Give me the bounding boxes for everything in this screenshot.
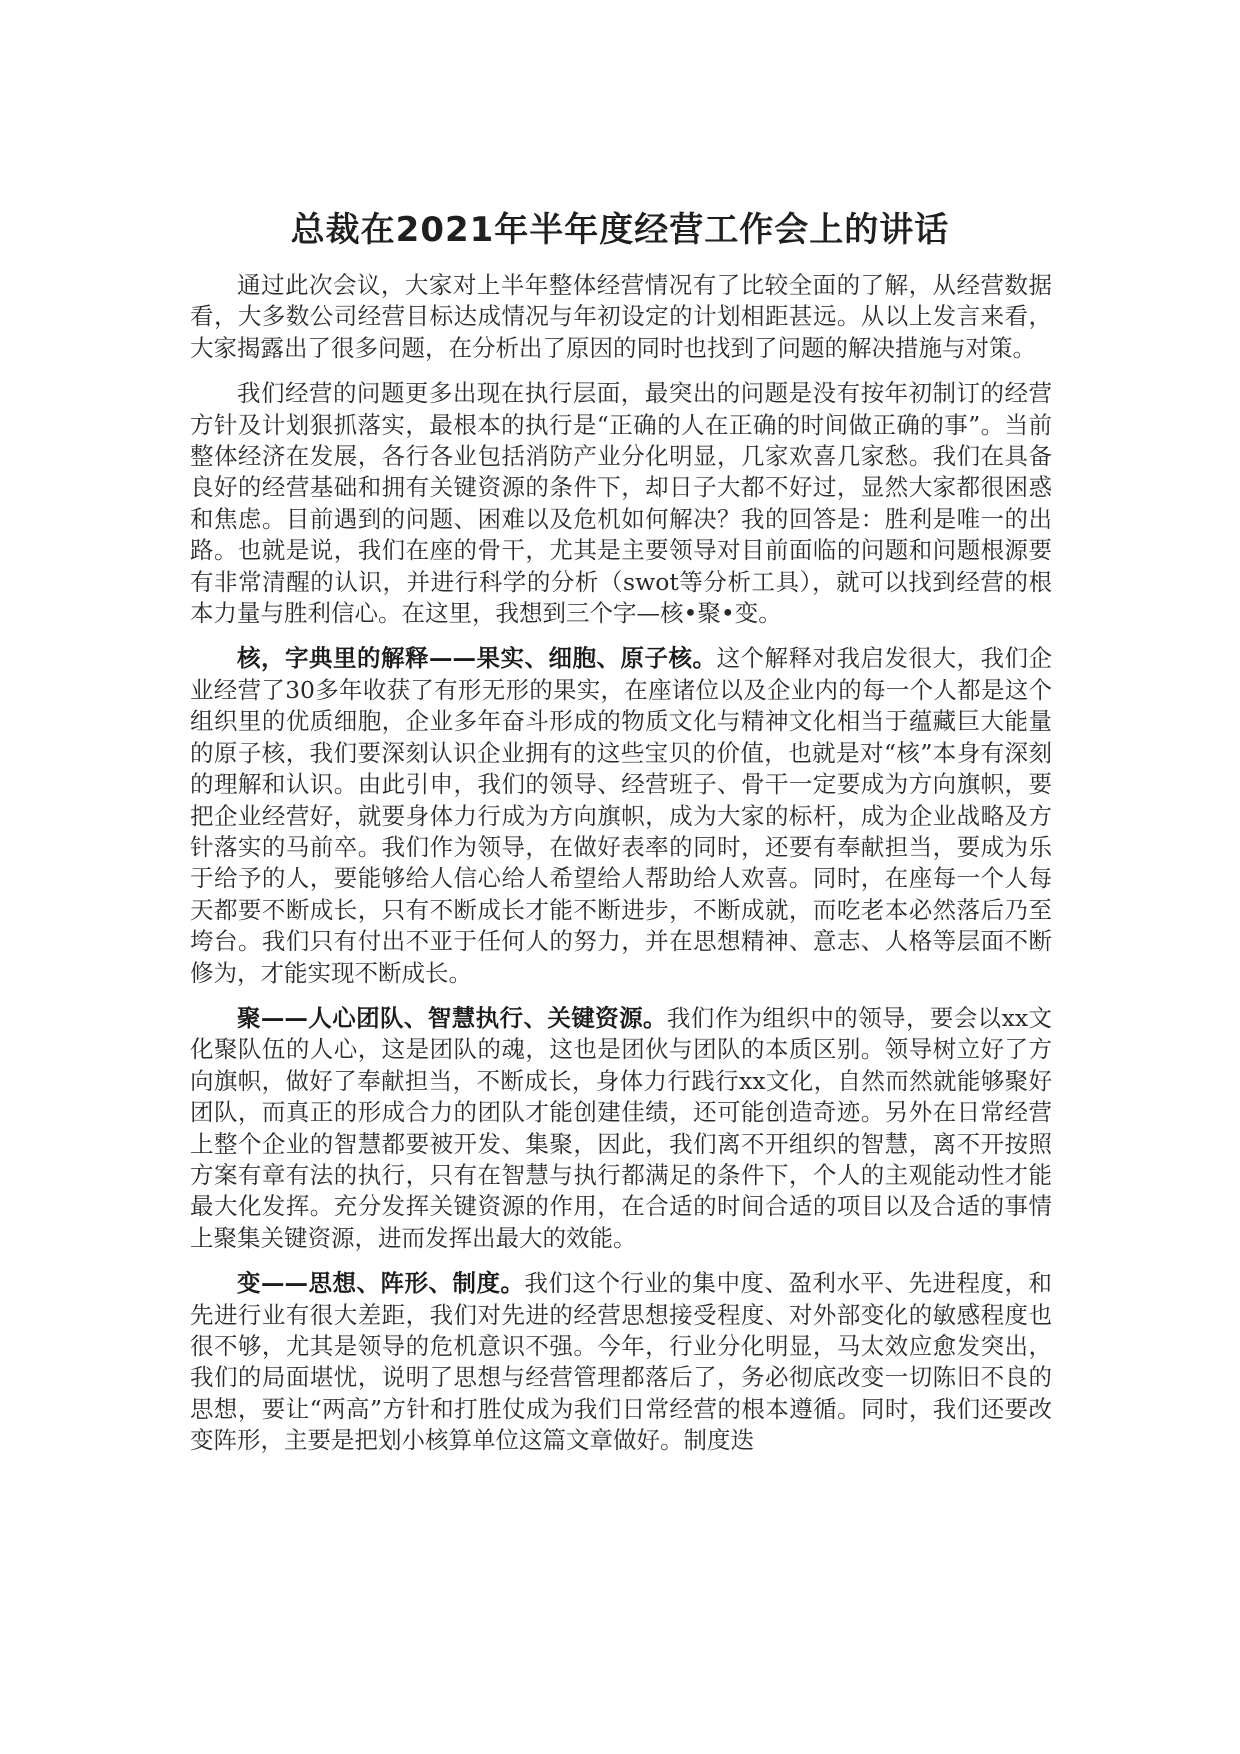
document-title: 总裁在2021年半年度经营工作会上的讲话 xyxy=(290,210,950,250)
paragraph-text: 这个解释对我启发很大，我们企业经营了30多年收获了有形无形的果实，在座诸位以及企业内的每一个人都是这个组织里的优质细胞，企业多年奋斗形成的物质文化与精神文化相当于蕴藏巨大能量的原子核，我们要深刻认识企业拥有的这些宝贝的价值，也就是对“核”本身有深刻的理解和认识。由此引申，我们的领导、经营班子、骨干一定要成为方向旗帜，要把企业经营好，就要身体力行成为方向旗帜，成为大家的标杆，成为企业战略及方针落实的马前卒。我们作为领导，在做好表率的同时，还要有奉献担当，要成为乐于给予的人，要能够给人信心给人希望给人帮助给人欢喜。同时，在座每一个人每天都要不断成长，只有不断成长才能不断进步，不断成就，而吃老本必然落后乃至垮台。我们只有付出不亚于任何人的努力，并在思想精神、意志、人格等层面不断修为，才能实现不断成长。 xyxy=(190,644,1052,987)
paragraph xyxy=(190,270,1052,364)
paragraph-core xyxy=(190,643,1052,988)
paragraph-lead: 聚——人心团队、智慧执行、关键资源。 xyxy=(237,1003,667,1032)
paragraph-change xyxy=(190,1268,1052,1456)
paragraph-text: 我们这个行业的集中度、盈利水平、先进程度，和先进行业有很大差距，我们对先进的经营思想接受程度、对外部变化的敏感程度也很不够，尤其是领导的危机意识不强。今年，行业分化明显，马太效应愈发突出，我们的局面堪忧，说明了思想与经营管理都落后了，务必彻底改变一切陈旧不良的思想，要让“两高”方针和打胜仗成为我们日常经营的根本遵循。同时，我们还要改变阵形，主要是把划小核算单位这篇文章做好。制度迭 xyxy=(190,1269,1052,1455)
paragraph-lead: 变——思想、阵形、制度。 xyxy=(237,1269,525,1298)
document-body xyxy=(190,270,1052,1471)
paragraph-text: 我们经营的问题更多出现在执行层面，最突出的问题是没有按年初制订的经营方针及计划狠抓落实，最根本的执行是“正确的人在正确的时间做正确的事”。当前整体经济在发展，各行各业包括消防产业分化明显，几家欢喜几家愁。我们在具备良好的经营基础和拥有关键资源的条件下，却日子大都不好过，显然大家都很困惑和焦虑。目前遇到的问题、困难以及危机如何解决？我的回答是：胜利是唯一的出路。也就是说，我们在座的骨干，尤其是主要领导对目前面临的问题和问题根源要有非常清醒的认识，并进行科学的分析（swot等分析工具），就可以找到经营的根本力量与胜利信心。在这里，我想到三个字—核•聚•变。 xyxy=(190,379,1052,628)
paragraph xyxy=(190,378,1052,629)
paragraph-text: 通过此次会议，大家对上半年整体经营情况有了比较全面的了解，从经营数据看，大多数公司经营目标达成情况与年初设定的计划相距甚远。从以上发言来看，大家揭露出了很多问题，在分析出了原因的同时也找到了问题的解决措施与对策。 xyxy=(190,271,1052,362)
paragraph-lead: 核，字典里的解释——果实、细胞、原子核。 xyxy=(237,644,717,673)
paragraph-text: 我们作为组织中的领导，要会以xx文化聚队伍的人心，这是团队的魂，这也是团伙与团队的本质区别。领导树立好了方向旗帜，做好了奉献担当，不断成长，身体力行践行xx文化，自然而然就能够聚好团队，而真正的形成合力的团队才能创建佳绩，还可能创造奇迹。另外在日常经营上整个企业的智慧都要被开发、集聚，因此，我们离不开组织的智慧，离不开按照方案有章有法的执行，只有在智慧与执行都满足的条件下，个人的主观能动性才能最大化发挥。充分发挥关键资源的作用，在合适的时间合适的项目以及合适的事情上聚集关键资源，进而发挥出最大的效能。 xyxy=(190,1003,1052,1252)
paragraph-gather xyxy=(190,1003,1052,1254)
